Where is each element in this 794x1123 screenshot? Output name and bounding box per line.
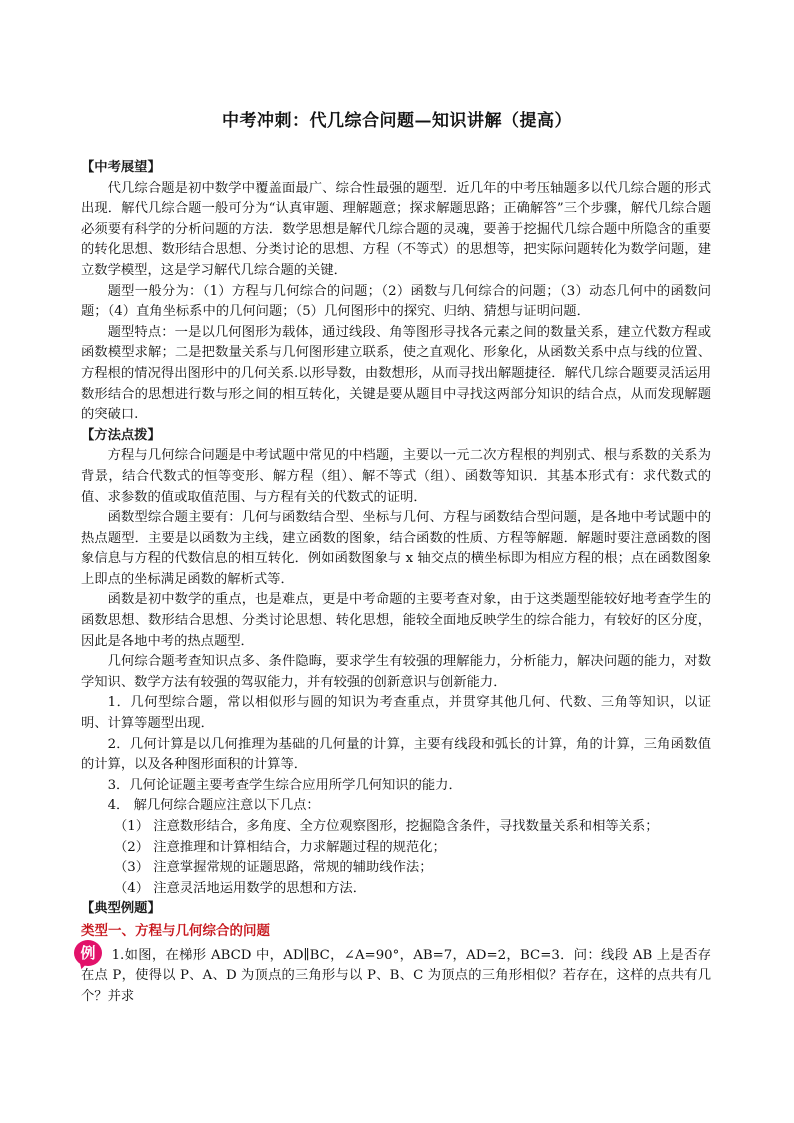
paragraph: 方程与几何综合问题是中考试题中常见的中档题，主要以一元二次方程根的判别式、根与系数的关系为背景，结合代数式的恒等变形、解方程（组）、解不等式（组）、函数等知识．其基本形式有：求代数式的值、求参数的值或取值范围、与方程有关的代数式的证明． [81,448,711,505]
document-body [81,158,711,1007]
example-text: 1.如图，在梯形 ABCD 中，AD∥BC，∠A=90°，AB=7，AD=2，BC=3．问：线段 AB 上是否存在点 P，使得以 P、A、D 为顶点的三角形与以 P、B、C 为顶点的三角形相似？若存在，这样的点共有几个？并求 [81,947,711,1004]
page-title: 中考冲刺：代几综合问题—知识讲解（提高） [222,111,572,131]
paragraph: 几何综合题考查知识点多、条件隐晦，要求学生有较强的理解能力，分析能力，解决问题的能力，对数学知识、数学方法有较强的驾驭能力，并有较强的创新意识与创新能力． [81,654,711,690]
type-heading: 类型一、方程与几何综合的问题 [81,922,270,939]
paragraph: 题型一般分为：（1）方程与几何综合的问题；（2）函数与几何综合的问题；（3）动态几何中的函数问题；（4）直角坐标系中的几何问题；（5）几何图形中的探究、归纳、猜想与证明问题． [81,283,711,320]
paragraph: 题型特点：一是以几何图形为载体，通过线段、角等图形寻找各元素之间的数量关系，建立代数方程或函数模型求解；二是把数量关系与几何图形建立联系，使之直观化、形象化，从函数关系中点与线的位置、方程根的情况得出图形中的几何关系.以形导数，由数想形，从而寻找出解题捷径．解代几综合题要灵活运用数形结合的思想进行数与形之间的相互转化，关键是要从题目中寻找这两部分知识的结合点，从而发现解题的突破口. [81,324,711,423]
numbered-paragraph: 4． 解几何综合题应注意以下几点： [107,798,320,814]
example-badge-label: 例 [74,940,102,966]
list-item: （4） 注意灵活地运用数学的思想和方法． [114,880,367,896]
example-1 [80,943,711,1008]
list-item: （3） 注意掌握常规的证题思路，常规的辅助线作法； [114,860,433,876]
example-badge [74,940,106,970]
section-heading-method: 【方法点拨】 [81,427,161,443]
list-item: （2） 注意推理和计算相结合，力求解题过程的规范化； [114,839,446,855]
section-heading-examples: 【典型例题】 [81,901,161,917]
list-item: （1） 注意数形结合，多角度、全方位观察图形，挖掘隐含条件，寻找数量关系和相等关系； [114,819,659,834]
section-heading-outlook: 【中考展望】 [81,160,161,175]
numbered-paragraph: 3．几何论证题主要考查学生综合应用所学几何知识的能力． [107,777,462,793]
numbered-paragraph: 2．几何计算是以几何推理为基础的几何量的计算，主要有线段和弧长的计算，角的计算，三角函数值的计算，以及各种图形面积的计算等． [81,736,711,773]
paragraph: 函数型综合题主要有：几何与函数结合型、坐标与几何、方程与函数结合型问题，是各地中考试题中的热点题型．主要是以函数为主线，建立函数的图象，结合函数的性质、方程等解题．解题时要注意函数的图象信息与方程的代数信息的相互转化．例如函数图象与 x 轴交点的横坐标即为相应方程的根；点在函数图象上即点的坐标满足函数的解析式等． [81,510,711,587]
paragraph: 函数是初中数学的重点，也是难点，更是中考命题的主要考查对象，由于这类题型能较好地考查学生的函数思想、数形结合思想、分类讨论思想、转化思想，能较全面地反映学生的综合能力，有较好的区分度，因此是各地中考的热点题型． [81,592,711,649]
numbered-paragraph: 1．几何型综合题，常以相似形与圆的知识为考查重点，并贯穿其他几何、代数、三角等知识，以证明、计算等题型出现． [81,695,711,732]
paragraph: 代几综合题是初中数学中覆盖面最广、综合性最强的题型．近几年的中考压轴题多以代几综合题的形式出现．解代几综合题一般可分为“认真审题、理解题意；探求解题思路；正确解答”三个步骤，解代几综合题必须要有科学的分析问题的方法．数学思想是解代几综合题的灵魂，要善于挖掘代几综合题中所隐含的重要的转化思想、数形结合思想、分类讨论的思想、方程（不等式）的思想等，把实际问题转化为数学问题，建立数学模型，这是学习解代几综合题的关键． [81,180,711,278]
